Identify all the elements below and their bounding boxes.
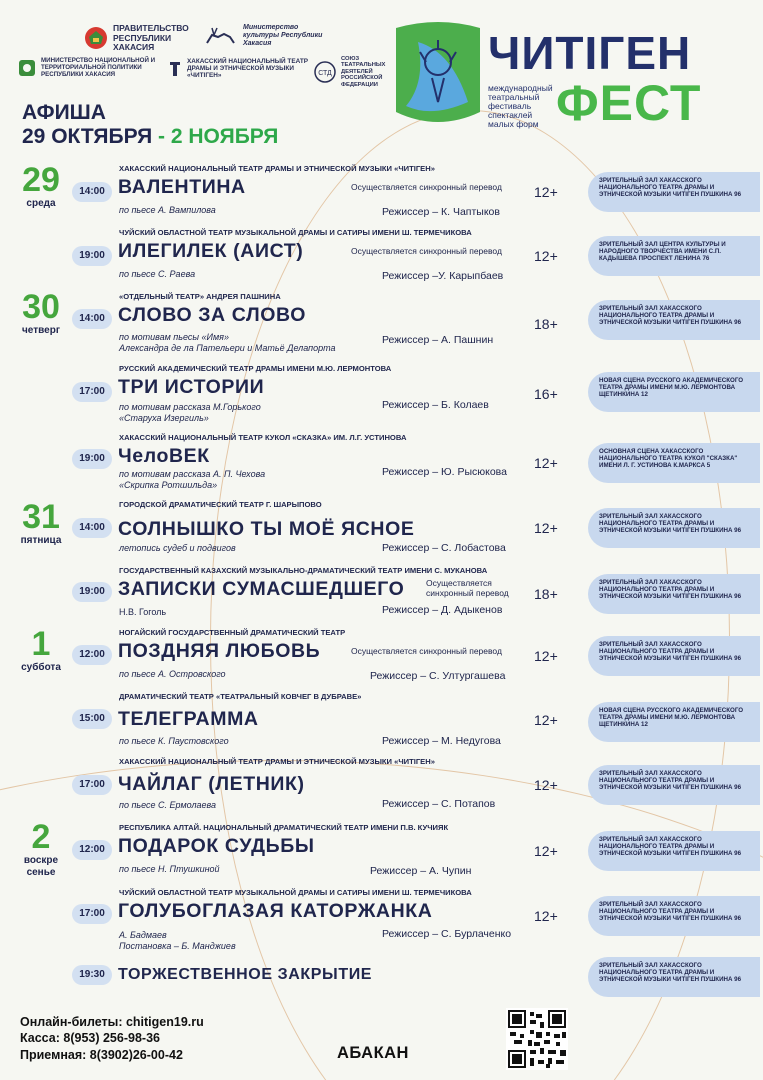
day-number: 31 (22, 498, 60, 536)
event-title: ЧАЙЛАГ (ЛЕТНИК) (118, 773, 305, 795)
event-time: 14:00 (72, 309, 112, 329)
partner-logos (18, 20, 388, 92)
event-title: СЛОВО ЗА СЛОВО (118, 304, 306, 326)
schedule-event (0, 364, 763, 428)
event-director: Режиссер – А. Пашнин (382, 334, 494, 346)
event-time: 17:00 (72, 382, 112, 402)
event-theatre: ГОРОДСКОЙ ДРАМАТИЧЕСКИЙ ТЕАТР Г. ШАРЫПОВО (119, 500, 322, 509)
event-time: 12:00 (72, 645, 112, 665)
event-title: СОЛНЫШКО ТЫ МОЁ ЯСНОЕ (118, 518, 415, 540)
schedule-event (0, 955, 763, 1019)
event-title: ЗАПИСКИ СУМАСШЕДШЕГО (118, 578, 405, 600)
afisha-heading: АФИША (22, 101, 106, 124)
event-translation: Осуществляется синхронный перевод (426, 578, 509, 598)
event-author: по мотивам рассказа М.Горького «Старуха Изергиль» (119, 402, 261, 423)
union-emblem-icon (314, 61, 336, 83)
day-number: 2 (31, 818, 51, 856)
tickets-link[interactable]: Онлайн-билеты: chitigen19.ru (20, 1015, 204, 1029)
event-theatre: ДРАМАТИЧЕСКИЙ ТЕАТР «ТЕАТРАЛЬНЫЙ КОВЧЕГ В ДУБРАВЕ» (119, 692, 362, 701)
event-venue: НОВАЯ СЦЕНА РУССКОГО АКАДЕМИЧЕСКОГО ТЕАТРА ДРАМЫ ИМЕНИ М.Ю. ЛЕРМОНТОВА ЩЕТИНКИНА 12 (588, 702, 760, 742)
event-time: 19:30 (72, 965, 112, 985)
event-age-rating: 18+ (534, 316, 558, 332)
event-author: по мотивам пьесы «Имя» Александра де ла Пательери и Матьё Делапорта (119, 332, 336, 353)
day-weekday: воскре сенье (23, 855, 59, 878)
logo-text: Министерство культуры Республики Хакасия (243, 24, 323, 47)
festival-title-line1: ЧИТІГЕН (488, 27, 692, 79)
schedule-event (0, 500, 763, 564)
schedule-event (0, 433, 763, 497)
event-venue: ЗРИТЕЛЬНЫЙ ЗАЛ ХАКАССКОГО НАЦИОНАЛЬНОГО ТЕАТРА ДРАМЫ И ЭТНИЧЕСКОЙ МУЗЫКИ ЧИТІГЕН ПУШКИНА 96 (588, 636, 760, 676)
logo-ministry-culture (204, 24, 323, 47)
event-translation: Осуществляется синхронный перевод (351, 646, 502, 656)
event-title: ПОДАРОК СУДЬБЫ (118, 835, 315, 857)
date-separator: - (152, 125, 171, 148)
event-age-rating: 12+ (534, 843, 558, 859)
logo-text: ХАКАССКИЙ НАЦИОНАЛЬНЫЙ ТЕАТР ДРАМЫ И ЭТНИЧЕСКОЙ МУЗЫКИ «ЧИТІГЕН» (187, 58, 309, 80)
schedule-event (0, 161, 763, 228)
logo-std-rf (314, 56, 393, 88)
svg-text:СТД: СТД (318, 70, 332, 78)
event-theatre: РУССКИЙ АКАДЕМИЧЕСКИЙ ТЕАТР ДРАМЫ ИМЕНИ М.Ю. ЛЕРМОНТОВА (119, 364, 392, 373)
event-theatre: НОГАЙСКИЙ ГОСУДАРСТВЕННЫЙ ДРАМАТИЧЕСКИЙ ТЕАТР (119, 628, 346, 637)
event-theatre: ХАКАССКИЙ НАЦИОНАЛЬНЫЙ ТЕАТР ДРАМЫ И ЭТНИЧЕСКОЙ МУЗЫКИ «ЧИТІГЕН» (119, 757, 435, 766)
event-age-rating: 12+ (534, 520, 558, 536)
event-title: ТОРЖЕСТВЕННОЕ ЗАКРЫТИЕ (118, 966, 373, 983)
theatre-emblem-icon (168, 60, 182, 78)
logo-government (84, 24, 193, 53)
event-venue: ЗРИТЕЛЬНЫЙ ЗАЛ ХАКАССКОГО НАЦИОНАЛЬНОГО ТЕАТРА ДРАМЫ И ЭТНИЧЕСКОЙ МУЗЫКИ ЧИТІГЕН ПУШКИНА 96 (588, 831, 760, 871)
event-age-rating: 12+ (534, 712, 558, 728)
event-translation: Осуществляется синхронный перевод (351, 182, 502, 192)
festival-emblem-icon (392, 22, 484, 130)
event-director: Режиссер – С. Ултургашева (370, 670, 506, 682)
event-age-rating: 12+ (534, 777, 558, 793)
event-time: 14:00 (72, 518, 112, 538)
schedule-event (0, 625, 763, 692)
event-theatre: ХАКАССКИЙ НАЦИОНАЛЬНЫЙ ТЕАТР КУКОЛ «СКАЗКА» ИМ. Л.Г. УСТИНОВА (119, 433, 407, 442)
event-title: ВАЛЕНТИНА (118, 176, 246, 198)
event-title: ТЕЛЕГРАММА (118, 708, 259, 730)
day-weekday: среда (26, 198, 56, 209)
event-venue: ЗРИТЕЛЬНЫЙ ЗАЛ ХАКАССКОГО НАЦИОНАЛЬНОГО ТЕАТРА ДРАМЫ И ЭТНИЧЕСКОЙ МУЗЫКИ ЧИТІГЕН ПУШКИНА 96 (588, 508, 760, 548)
event-age-rating: 12+ (534, 455, 558, 471)
event-title: ПОЗДНЯЯ ЛЮБОВЬ (118, 640, 321, 662)
event-venue: ЗРИТЕЛЬНЫЙ ЗАЛ ХАКАССКОГО НАЦИОНАЛЬНОГО ТЕАТРА ДРАМЫ И ЭТНИЧЕСКОЙ МУЗЫКИ ЧИТІГЕН ПУШКИНА 96 (588, 172, 760, 212)
event-time: 14:00 (72, 182, 112, 202)
event-time: 19:00 (72, 449, 112, 469)
event-author: А. Бадмаев Постановка – Б. Манджиев (119, 930, 236, 951)
coat-of-arms-icon (84, 26, 108, 50)
event-theatre: ГОСУДАРСТВЕННЫЙ КАЗАХСКИЙ МУЗЫКАЛЬНО-ДРАМАТИЧЕСКИЙ ТЕАТР ИМЕНИ С. МУКАНОВА (119, 566, 488, 575)
event-age-rating: 12+ (534, 184, 558, 200)
event-theatre: ХАКАССКИЙ НАЦИОНАЛЬНЫЙ ТЕАТР ДРАМЫ И ЭТНИЧЕСКОЙ МУЗЫКИ «ЧИТІГЕН» (119, 164, 435, 173)
event-time: 19:00 (72, 246, 112, 266)
event-author: по пьесе А. Островского (119, 669, 226, 679)
day-weekday: суббота (21, 662, 61, 673)
event-time: 12:00 (72, 840, 112, 860)
event-theatre: РЕСПУБЛИКА АЛТАЙ. НАЦИОНАЛЬНЫЙ ДРАМАТИЧЕСКИЙ ТЕАТР ИМЕНИ П.В. КУЧИЯК (119, 823, 449, 832)
event-venue: ЗРИТЕЛЬНЫЙ ЗАЛ ХАКАССКОГО НАЦИОНАЛЬНОГО ТЕАТРА ДРАМЫ И ЭТНИЧЕСКОЙ МУЗЫКИ ЧИТІГЕН ПУШКИНА 96 (588, 574, 760, 614)
deer-icon (204, 25, 238, 47)
logo-chitigen-theatre (168, 58, 317, 80)
schedule-event (0, 888, 763, 952)
event-director: Режиссер –У. Карыпбаев (382, 270, 504, 282)
kassa-phone[interactable]: Касса: 8(953) 256-98-36 (20, 1031, 160, 1046)
event-director: Режиссер – Д. Адыкенов (382, 604, 503, 616)
city-name: АБАКАН (337, 1044, 409, 1062)
event-venue: ЗРИТЕЛЬНЫЙ ЗАЛ ХАКАССКОГО НАЦИОНАЛЬНОГО ТЕАТРА ДРАМЫ И ЭТНИЧЕСКОЙ МУЗЫКИ ЧИТІГЕН ПУШКИНА 96 (588, 957, 760, 997)
qr-code-icon[interactable] (506, 1008, 568, 1070)
schedule-event (0, 288, 763, 356)
event-age-rating: 12+ (534, 908, 558, 924)
date-start: 29 ОКТЯБРЯ (22, 125, 153, 148)
day-number: 30 (22, 288, 60, 326)
event-age-rating: 18+ (534, 586, 558, 602)
festival-dates (22, 125, 278, 149)
event-director: Режиссер – С. Лобастова (382, 542, 506, 554)
event-time: 19:00 (72, 582, 112, 602)
schedule-event (0, 823, 763, 887)
schedule-event (0, 228, 763, 292)
event-author: летопись судеб и подвигов (119, 543, 236, 553)
event-author: по пьесе Н. Птушкиной (119, 864, 220, 874)
event-director: Режиссер – Ю. Рысюкова (382, 466, 507, 478)
event-venue: НОВАЯ СЦЕНА РУССКОГО АКАДЕМИЧЕСКОГО ТЕАТРА ДРАМЫ ИМЕНИ М.Ю. ЛЕРМОНТОВА ЩЕТИНКИНА 12 (588, 372, 760, 412)
festival-title-line2: ФЕСТ (556, 75, 702, 131)
event-venue: ЗРИТЕЛЬНЫЙ ЗАЛ ХАКАССКОГО НАЦИОНАЛЬНОГО ТЕАТРА ДРАМЫ И ЭТНИЧЕСКОЙ МУЗЫКИ ЧИТІГЕН ПУШКИНА 96 (588, 765, 760, 805)
day-number: 1 (31, 625, 51, 663)
event-venue: ЗРИТЕЛЬНЫЙ ЗАЛ ЦЕНТРА КУЛЬТУРЫ И НАРОДНОГО ТВОРЧЕСТВА ИМЕНИ С.П. КАДЫШЕВА ПРОСПЕКТ ЛЕНИНА 76 (588, 236, 760, 276)
reception-phone[interactable]: Приемная: 8(3902)26-00-42 (20, 1047, 183, 1062)
ministry-emblem-icon (18, 59, 36, 77)
event-venue: ЗРИТЕЛЬНЫЙ ЗАЛ ХАКАССКОГО НАЦИОНАЛЬНОГО ТЕАТРА ДРАМЫ И ЭТНИЧЕСКОЙ МУЗЫКИ ЧИТІГЕН ПУШКИНА 96 (588, 300, 760, 340)
event-director: Режиссер – Б. Колаев (382, 399, 489, 411)
festival-logo (392, 22, 752, 132)
event-venue: ОСНОВНАЯ СЦЕНА ХАКАССКОГО НАЦИОНАЛЬНОГО ТЕАТРА КУКОЛ "СКАЗКА" ИМЕНИ Л. Г. УСТИНОВА К.МАРКСА 5 (588, 443, 760, 483)
event-author: Н.В. Гоголь (119, 607, 167, 617)
day-number: 29 (22, 161, 60, 199)
contacts (20, 1014, 204, 1063)
event-title: ИЛЕГИЛЕК (АИСТ) (118, 240, 304, 262)
event-author: по пьесе С. Раева (119, 269, 196, 279)
event-author: по мотивам рассказа А. П. Чехова «Скрипка Ротшильда» (119, 469, 266, 490)
schedule-event (0, 692, 763, 756)
logo-text: ПРАВИТЕЛЬСТВО РЕСПУБЛИКИ ХАКАСИЯ (113, 23, 189, 53)
event-title: ГОЛУБОГЛАЗАЯ КАТОРЖАНКА (118, 900, 433, 922)
event-time: 17:00 (72, 904, 112, 924)
event-director: Режиссер – А. Чупин (370, 865, 472, 877)
event-venue: ЗРИТЕЛЬНЫЙ ЗАЛ ХАКАССКОГО НАЦИОНАЛЬНОГО ТЕАТРА ДРАМЫ И ЭТНИЧЕСКОЙ МУЗЫКИ ЧИТІГЕН ПУШКИНА 96 (588, 896, 760, 936)
logo-ministry-national (18, 58, 159, 79)
event-director: Режиссер – М. Недугова (382, 735, 501, 747)
event-age-rating: 16+ (534, 386, 558, 402)
event-theatre: ЧУЙСКИЙ ОБЛАСТНОЙ ТЕАТР МУЗЫКАЛЬНОЙ ДРАМЫ И САТИРЫ ИМЕНИ Ш. ТЕРМЕЧИКОВА (119, 228, 472, 237)
event-age-rating: 12+ (534, 648, 558, 664)
day-weekday: четверг (22, 325, 60, 336)
event-author: по пьесе К. Паустовского (119, 736, 229, 746)
event-age-rating: 12+ (534, 248, 558, 264)
event-author: по пьесе А. Вампилова (119, 205, 216, 215)
day-weekday: пятница (20, 535, 62, 546)
logo-text: СОЮЗ ТЕАТРАЛЬНЫХ ДЕЯТЕЛЕЙ РОССИЙСКОЙ ФЕДЕРАЦИИ (341, 56, 386, 88)
schedule-event (0, 566, 763, 630)
event-time: 17:00 (72, 775, 112, 795)
event-title: ТРИ ИСТОРИИ (118, 376, 265, 398)
event-director: Режиссер – К. Чаптыков (382, 206, 500, 218)
event-theatre: «ОТДЕЛЬНЫЙ ТЕАТР» АНДРЕЯ ПАШНИНА (119, 292, 281, 301)
event-director: Режиссер – С. Бурлаченко (382, 928, 512, 940)
schedule-event (0, 757, 763, 821)
event-director: Режиссер – С. Потапов (382, 798, 496, 810)
event-title: ЧелоВЕК (118, 445, 210, 467)
event-theatre: ЧУЙСКИЙ ОБЛАСТНОЙ ТЕАТР МУЗЫКАЛЬНОЙ ДРАМЫ И САТИРЫ ИМЕНИ Ш. ТЕРМЕЧИКОВА (119, 888, 472, 897)
logo-text: МИНИСТЕРСТВО НАЦИОНАЛЬНОЙ И ТЕРРИТОРИАЛЬНОЙ ПОЛИТИКИ РЕСПУБЛИКИ ХАКАСИЯ (41, 57, 156, 78)
event-translation: Осуществляется синхронный перевод (351, 246, 502, 256)
event-time: 15:00 (72, 709, 112, 729)
event-author: по пьесе С. Ермолаева (119, 800, 217, 810)
festival-subtitle: международный театральный фестиваль спектаклей малых форм (488, 83, 553, 129)
date-end: 2 НОЯБРЯ (170, 125, 279, 148)
